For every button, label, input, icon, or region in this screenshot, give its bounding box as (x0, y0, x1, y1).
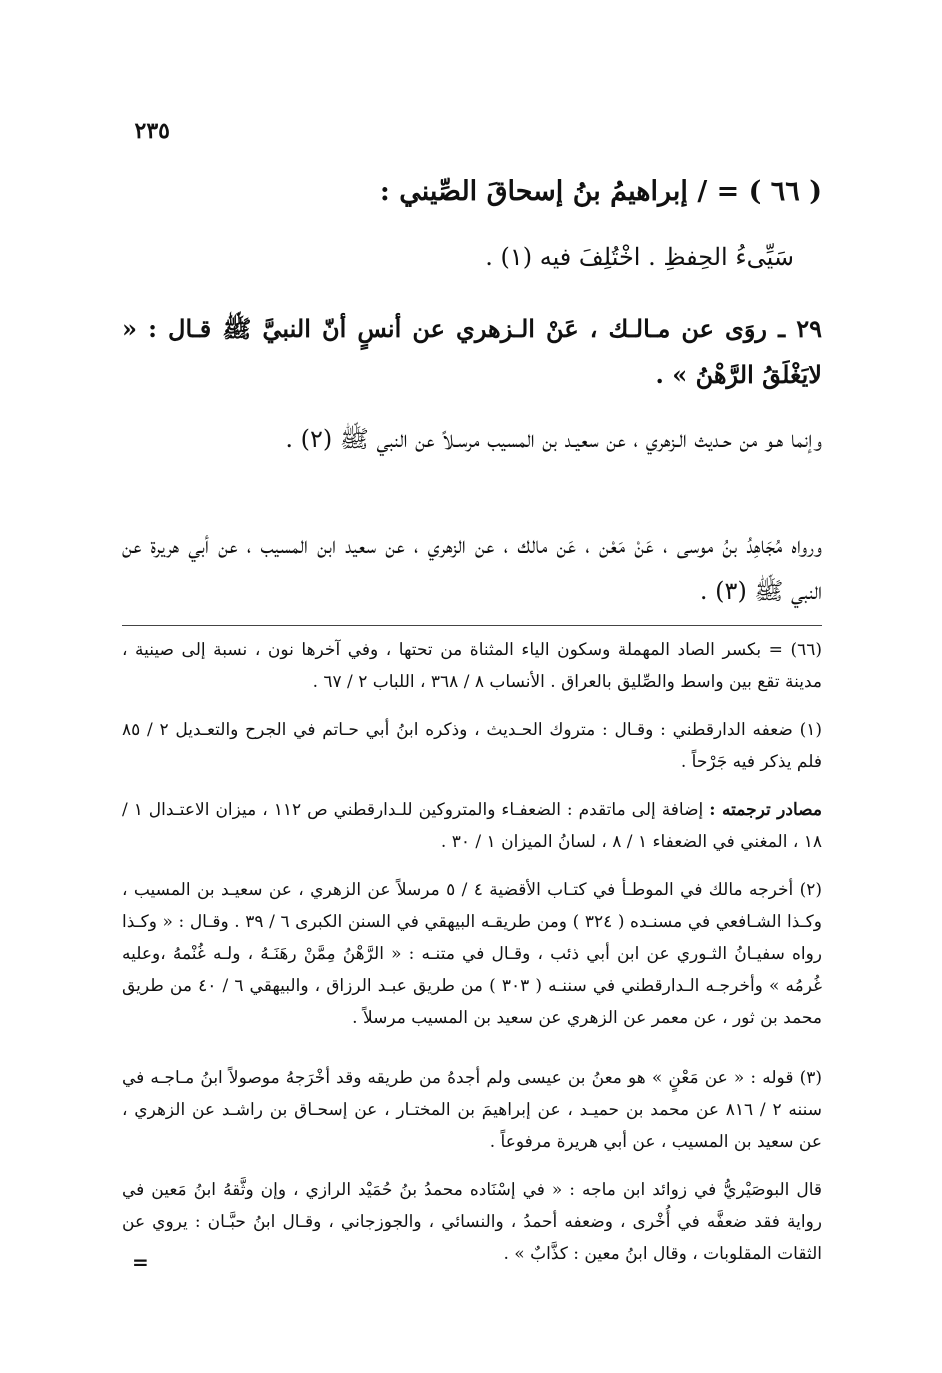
entry-description: سَيِّىءُ الحِفظِ . اخْتُلِفَ فيه (١) . (485, 243, 794, 271)
sources-text: إضافة إلى ماتقدم : الضعفـاء والمتروكين للـدارقطني ص ١١٢ ، ميزان الاعتـدال ١ / ١٨ ، المغني في الضعفاء ١ / ٨ ، لسانُ الميزان ١ / ٣٠ . (122, 800, 822, 852)
footnote-1: (١) ضعفه الدارقطني : وقـال : متروك الحـديث ، وذكره ابنُ أبي حـاتم في الجرح والتعـديل ٢ / ٨٥ فلم يذكر فيه جَرْحاً . (122, 720, 822, 772)
footnote-sources (122, 794, 822, 858)
page-number: ٢٣٥ (134, 118, 170, 144)
footnote-3: (٣) قوله : « عن مَعْنٍ » هو معنُ بن عيسى ولم أجدهُ من طريقه وقد أخْرَجهُ موصولاً ابنُ مـاجـه في سننه ٢ / ٨١٦ عن محمد بن حميـد ، عن إبراهيمَ بن المختـار ، عن إسحـاق بن راشـد عن الزهري ، عن سعيد بن المسيب ، عن أبي هريرة مرفوعاً . (122, 1068, 822, 1152)
hadith-comment-2: ورواه مُجَاهِدُ بنُ موسى ، عَنْ مَعْن ، عَن مالك ، عن الزهري ، عن سعيد ابن المسيب ، عن أبي هريرة عن النبي ﷺ (٣) . (122, 531, 822, 605)
footnote-divider (122, 625, 822, 626)
continuation-mark: = (132, 1250, 149, 1274)
entry-heading: ( ٦٦ ) = / إبراهيمُ بنُ إسحاقَ الصِّيني : (379, 176, 822, 207)
footnote-2: (٢) أخرجه مالك في الموطـأ في كتـاب الأقضية ٤ / ٥ مرسلاً عن الزهري ، عن سعيـد بن المسيب ، وكـذا الشـافعي في مسنـده ( ٣٢٤ ) ومن طريقـه البيهقي في السنن الكبرى ٦ / ٣٩ . وقـال : « وكـذا رواه سفيـانُ الثـوري عن ابن أبي ذئب ، وقـال في متنـه : « الرَّهْنُ مِمَّنْ رهَنَـهُ ، ولـه غُنْمهُ ،وعليه غُرمُه » وأخرجـه الـدارقطني في سننـه ( ٣٠٣ ) من طريق عبـد الرزاق ، والبيهقي ٦ / ٤٠ من طريق محمد بن ثور ، عن معمر عن الزهري عن سعيد بن المسيب مرسلاً . (122, 880, 822, 1028)
sources-label: مصادر ترجمته : (709, 800, 822, 820)
footnote-66: (٦٦) = بكسر الصاد المهملة وسكون الياء المثناة من تحتها ، وفي آخرها نون ، نسبة إلى صينية ، مدينة تقع بين واسط والصِّليق بالعراق . الأنساب ٨ / ٣٦٨ ، اللباب ٢ / ٦٧ . (122, 640, 822, 692)
hadith-text: ٢٩ ـ روَى عن مـالـك ، عَنْ الـزهري عن أنسٍ أنّ النبيَّ ﷺ قـال : « لايَغْلَقُ الرَّهْنُ » . (122, 314, 822, 389)
footnote-busiri-quote: قال البوصَيْريُّ في زوائد ابن ماجه : « في إسْنَاده محمدُ بنُ حُمَيْد الرازي ، وإن وثَّقهُ ابنُ مَعين في رواية فقد ضعفَّه في أُخْرى ، وضعفه أحمدُ ، والنسائي ، والجوزجاني ، وقـال ابنُ حبَّـان : يروي عن الثقات المقلوبات ، وقال ابنُ معين : كذَّابٌ » . (122, 1180, 822, 1264)
hadith-comment-1: وإنما هـو من حـديث الـزهري ، عن سعيـد بن المسيب مرسـلاً عن النبي ﷺ (٢) . (285, 425, 822, 453)
